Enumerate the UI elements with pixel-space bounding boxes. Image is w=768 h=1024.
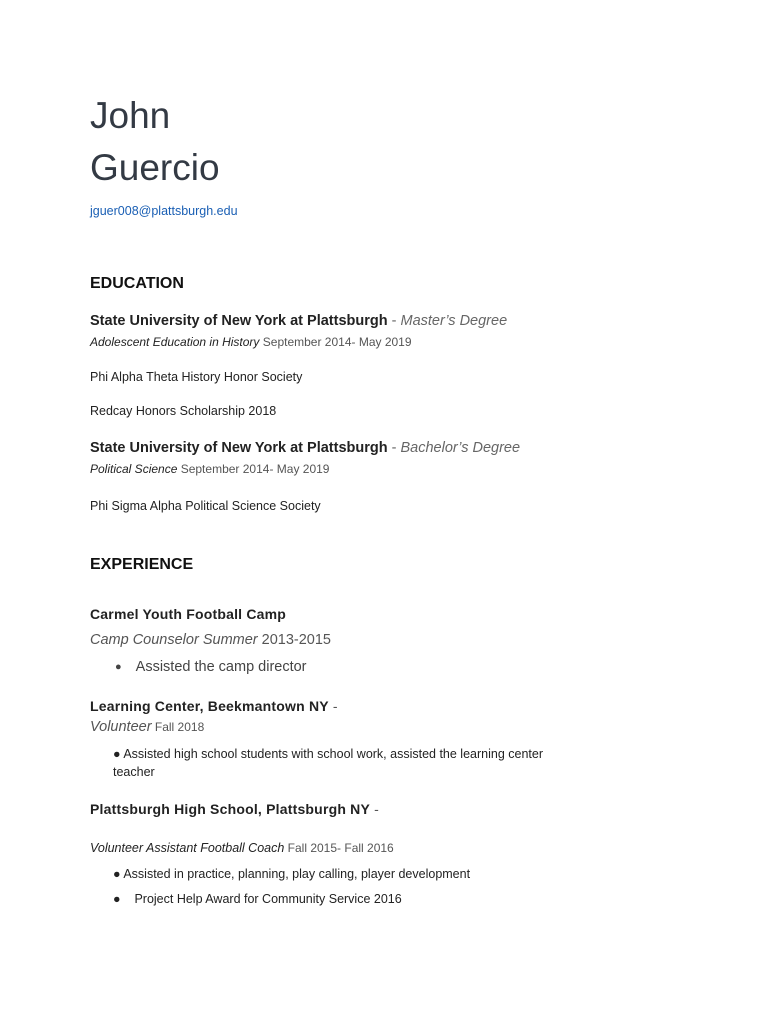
- degree: Master’s Degree: [400, 313, 508, 329]
- bullet-text: Assisted the camp director: [135, 659, 307, 675]
- school-name: State University of New York at Plattsburgh: [90, 440, 388, 456]
- education-item: Phi Alpha Theta History Honor Society: [90, 370, 303, 384]
- education-heading: EDUCATION: [90, 275, 184, 292]
- role-title: Camp Counselor Summer: [90, 632, 258, 648]
- employer-name: Learning Center, Beekmantown NY: [90, 698, 329, 714]
- job-role-1: [90, 632, 331, 648]
- bullet-icon: ●: [115, 661, 122, 673]
- dash: -: [328, 698, 338, 714]
- job-role-2: [90, 719, 204, 735]
- education-field-1: [90, 335, 412, 349]
- job-bullet: ● Assisted in practice, planning, play calling, player development: [113, 867, 471, 881]
- experience-heading: EXPERIENCE: [90, 556, 194, 573]
- dash: -: [370, 801, 379, 817]
- field-of-study: Adolescent Education in History: [90, 335, 260, 349]
- job-bullet: [115, 659, 307, 675]
- job-bullet: ● Project Help Award for Community Service 2016: [113, 892, 402, 906]
- job-employer-2: [90, 698, 338, 714]
- role-title: Volunteer Assistant Football Coach: [90, 841, 285, 855]
- job-role-3: [90, 841, 394, 855]
- education-item: Redcay Honors Scholarship 2018: [90, 404, 277, 418]
- job-employer-3: [90, 801, 379, 817]
- school-name: State University of New York at Plattsburgh: [90, 313, 388, 329]
- date-range: 2013-2015: [257, 632, 331, 648]
- education-school-1: [90, 313, 507, 329]
- date-range: Fall 2018: [151, 720, 205, 734]
- date-range: September 2014- May 2019: [259, 335, 412, 349]
- separator: -: [387, 440, 401, 456]
- role-title: Volunteer: [90, 719, 152, 735]
- date-range: September 2014- May 2019: [177, 462, 330, 476]
- employer-name: Plattsburgh High School, Plattsburgh NY: [90, 801, 371, 817]
- education-school-2: [90, 440, 520, 456]
- degree: Bachelor’s Degree: [400, 440, 521, 456]
- date-range: Fall 2015- Fall 2016: [284, 841, 394, 855]
- separator: -: [387, 313, 401, 329]
- field-of-study: Political Science: [90, 462, 178, 476]
- name-first: John: [90, 95, 171, 136]
- job-bullet: ● Assisted high school students with school work, assisted the learning center teacher: [113, 747, 543, 779]
- job-employer-1: Carmel Youth Football Camp: [90, 606, 287, 622]
- education-field-2: [90, 462, 329, 476]
- name-last: Guercio: [90, 147, 220, 188]
- education-item: Phi Sigma Alpha Political Science Society: [90, 499, 321, 513]
- email-link[interactable]: jguer008@plattsburgh.edu: [90, 204, 238, 218]
